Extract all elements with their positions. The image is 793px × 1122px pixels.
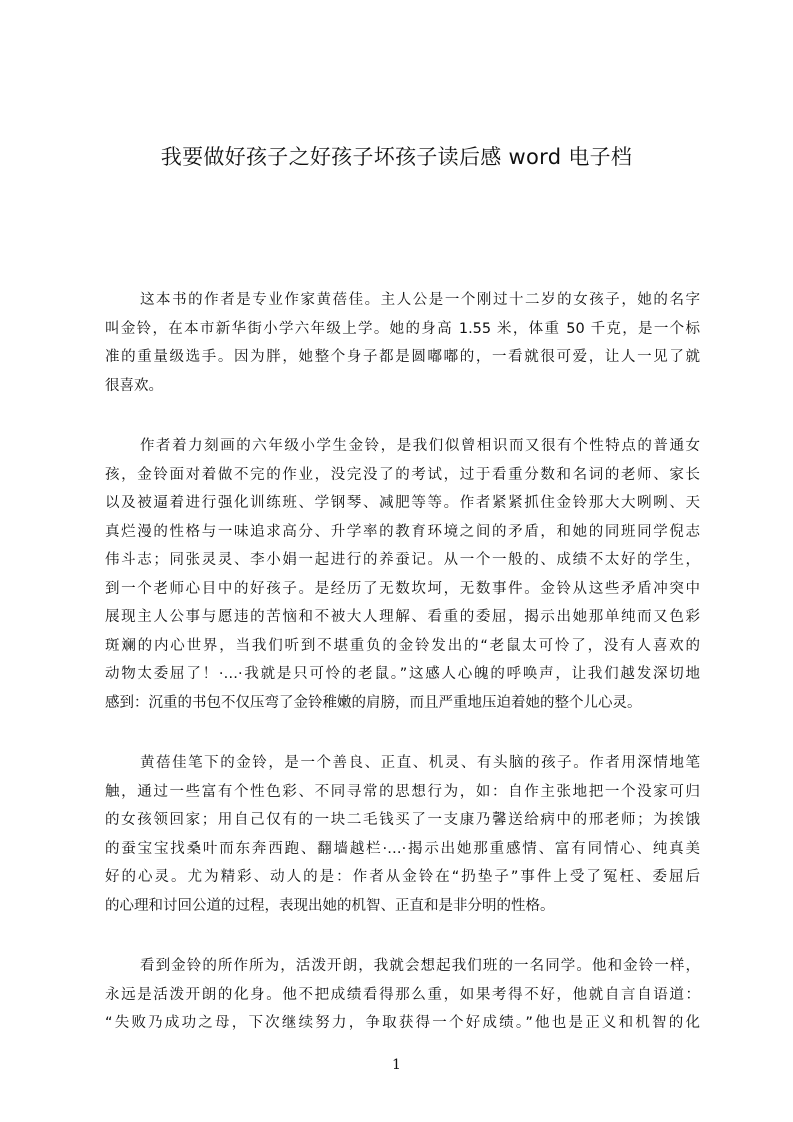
document-title: 我要做好孩子之好孩子坏孩子读后感 word 电子档 bbox=[160, 145, 633, 169]
paragraph-line: 伟斗志；同张灵灵、李小娟一起进行的养蚕记。从一个一般的、成绩不太好的学生， bbox=[105, 552, 700, 568]
paragraph bbox=[105, 749, 700, 920]
paragraph-line: 的心理和讨回公道的过程，表现出她的机智、正直和是非分明的性格。 bbox=[105, 897, 555, 914]
paragraph-line: 准的重量级选手。因为胖，她整个身子都是圆嘟嘟的，一看就很可爱，让人一见了就 bbox=[105, 349, 700, 365]
paragraph-line: 永远是活泼开朗的化身。他不把成绩看得那么重，如果考得不好，他就自言自语道： bbox=[105, 986, 700, 1003]
page-number: 1 bbox=[392, 1057, 401, 1073]
paragraph-line: 动物太委屈了！·…·我就是只可怜的老鼠。”这感人心魄的呼唤声，让我们越发深切地 bbox=[105, 666, 700, 682]
paragraph-line: 很喜欢。 bbox=[105, 377, 163, 394]
paragraph-line: 真烂漫的性格与一味追求高分、升学率的教育环境之间的矛盾，和她的同班同学倪志 bbox=[105, 523, 700, 540]
paragraph bbox=[105, 432, 700, 717]
paragraph-line: 斑斓的内心世界，当我们听到不堪重负的金铃发出的“老鼠太可怜了，没有人喜欢的 bbox=[105, 637, 700, 654]
paragraph-line: 触，通过一些富有个性色彩、不同寻常的思想行为，如：自作主张地把一个没家可归 bbox=[105, 783, 700, 800]
paragraph-line: 的女孩领回家；用自己仅有的一块二毛钱买了一支康乃馨送给病中的邢老师；为挨饿 bbox=[105, 812, 700, 828]
paragraph-line: 叫金铃，在本市新华街小学六年级上学。她的身高 1.55 米，体重 50 千克，是一个标 bbox=[105, 320, 700, 337]
document-body bbox=[105, 286, 700, 1070]
paragraph-line: 这本书的作者是专业作家黄蓓佳。主人公是一个刚过十二岁的女孩子，她的名字 bbox=[140, 292, 700, 308]
paragraph-line: 展现主人公事与愿违的苦恼和不被大人理解、看重的委屈，揭示出她那单纯而又色彩 bbox=[105, 609, 700, 625]
paragraph-line: 看到金铃的所作所为，活泼开朗，我就会想起我们班的一名同学。他和金铃一样， bbox=[140, 958, 700, 974]
paragraph bbox=[105, 952, 700, 1038]
paragraph-line: “失败乃成功之母，下次继续努力，争取获得一个好成绩。”他也是正义和机智的化 bbox=[105, 1015, 700, 1031]
paragraph-line: 的蚕宝宝找桑叶而东奔西跑、翻墙越栏·…·揭示出她那重感情、富有同情心、纯真美 bbox=[105, 840, 700, 857]
paragraph-line: 到一个老师心目中的好孩子。是经历了无数坎坷，无数事件。金铃从这些矛盾冲突中 bbox=[105, 580, 700, 597]
paragraph-line: 以及被逼着进行强化训练班、学钢琴、减肥等等。作者紧紧抓住金铃那大大咧咧、天 bbox=[105, 495, 700, 511]
paragraph-line: 作者着力刻画的六年级小学生金铃，是我们似曾相识而又很有个性特点的普通女 bbox=[140, 438, 700, 454]
paragraph-line: 好的心灵。尤为精彩、动人的是：作者从金铃在“扔垫子”事件上受了冤枉、委屈后 bbox=[105, 869, 700, 885]
paragraph-line: 感到：沉重的书包不仅压弯了金铃稚嫩的肩膀，而且严重地压迫着她的整个儿心灵。 bbox=[105, 694, 642, 711]
paragraph-line: 黄蓓佳笔下的金铃，是一个善良、正直、机灵、有头脑的孩子。作者用深情地笔 bbox=[140, 755, 700, 771]
paragraph bbox=[105, 286, 700, 400]
paragraph-line: 孩，金铃面对着做不完的作业，没完没了的考试，过于看重分数和名词的老师、家长 bbox=[105, 466, 700, 483]
